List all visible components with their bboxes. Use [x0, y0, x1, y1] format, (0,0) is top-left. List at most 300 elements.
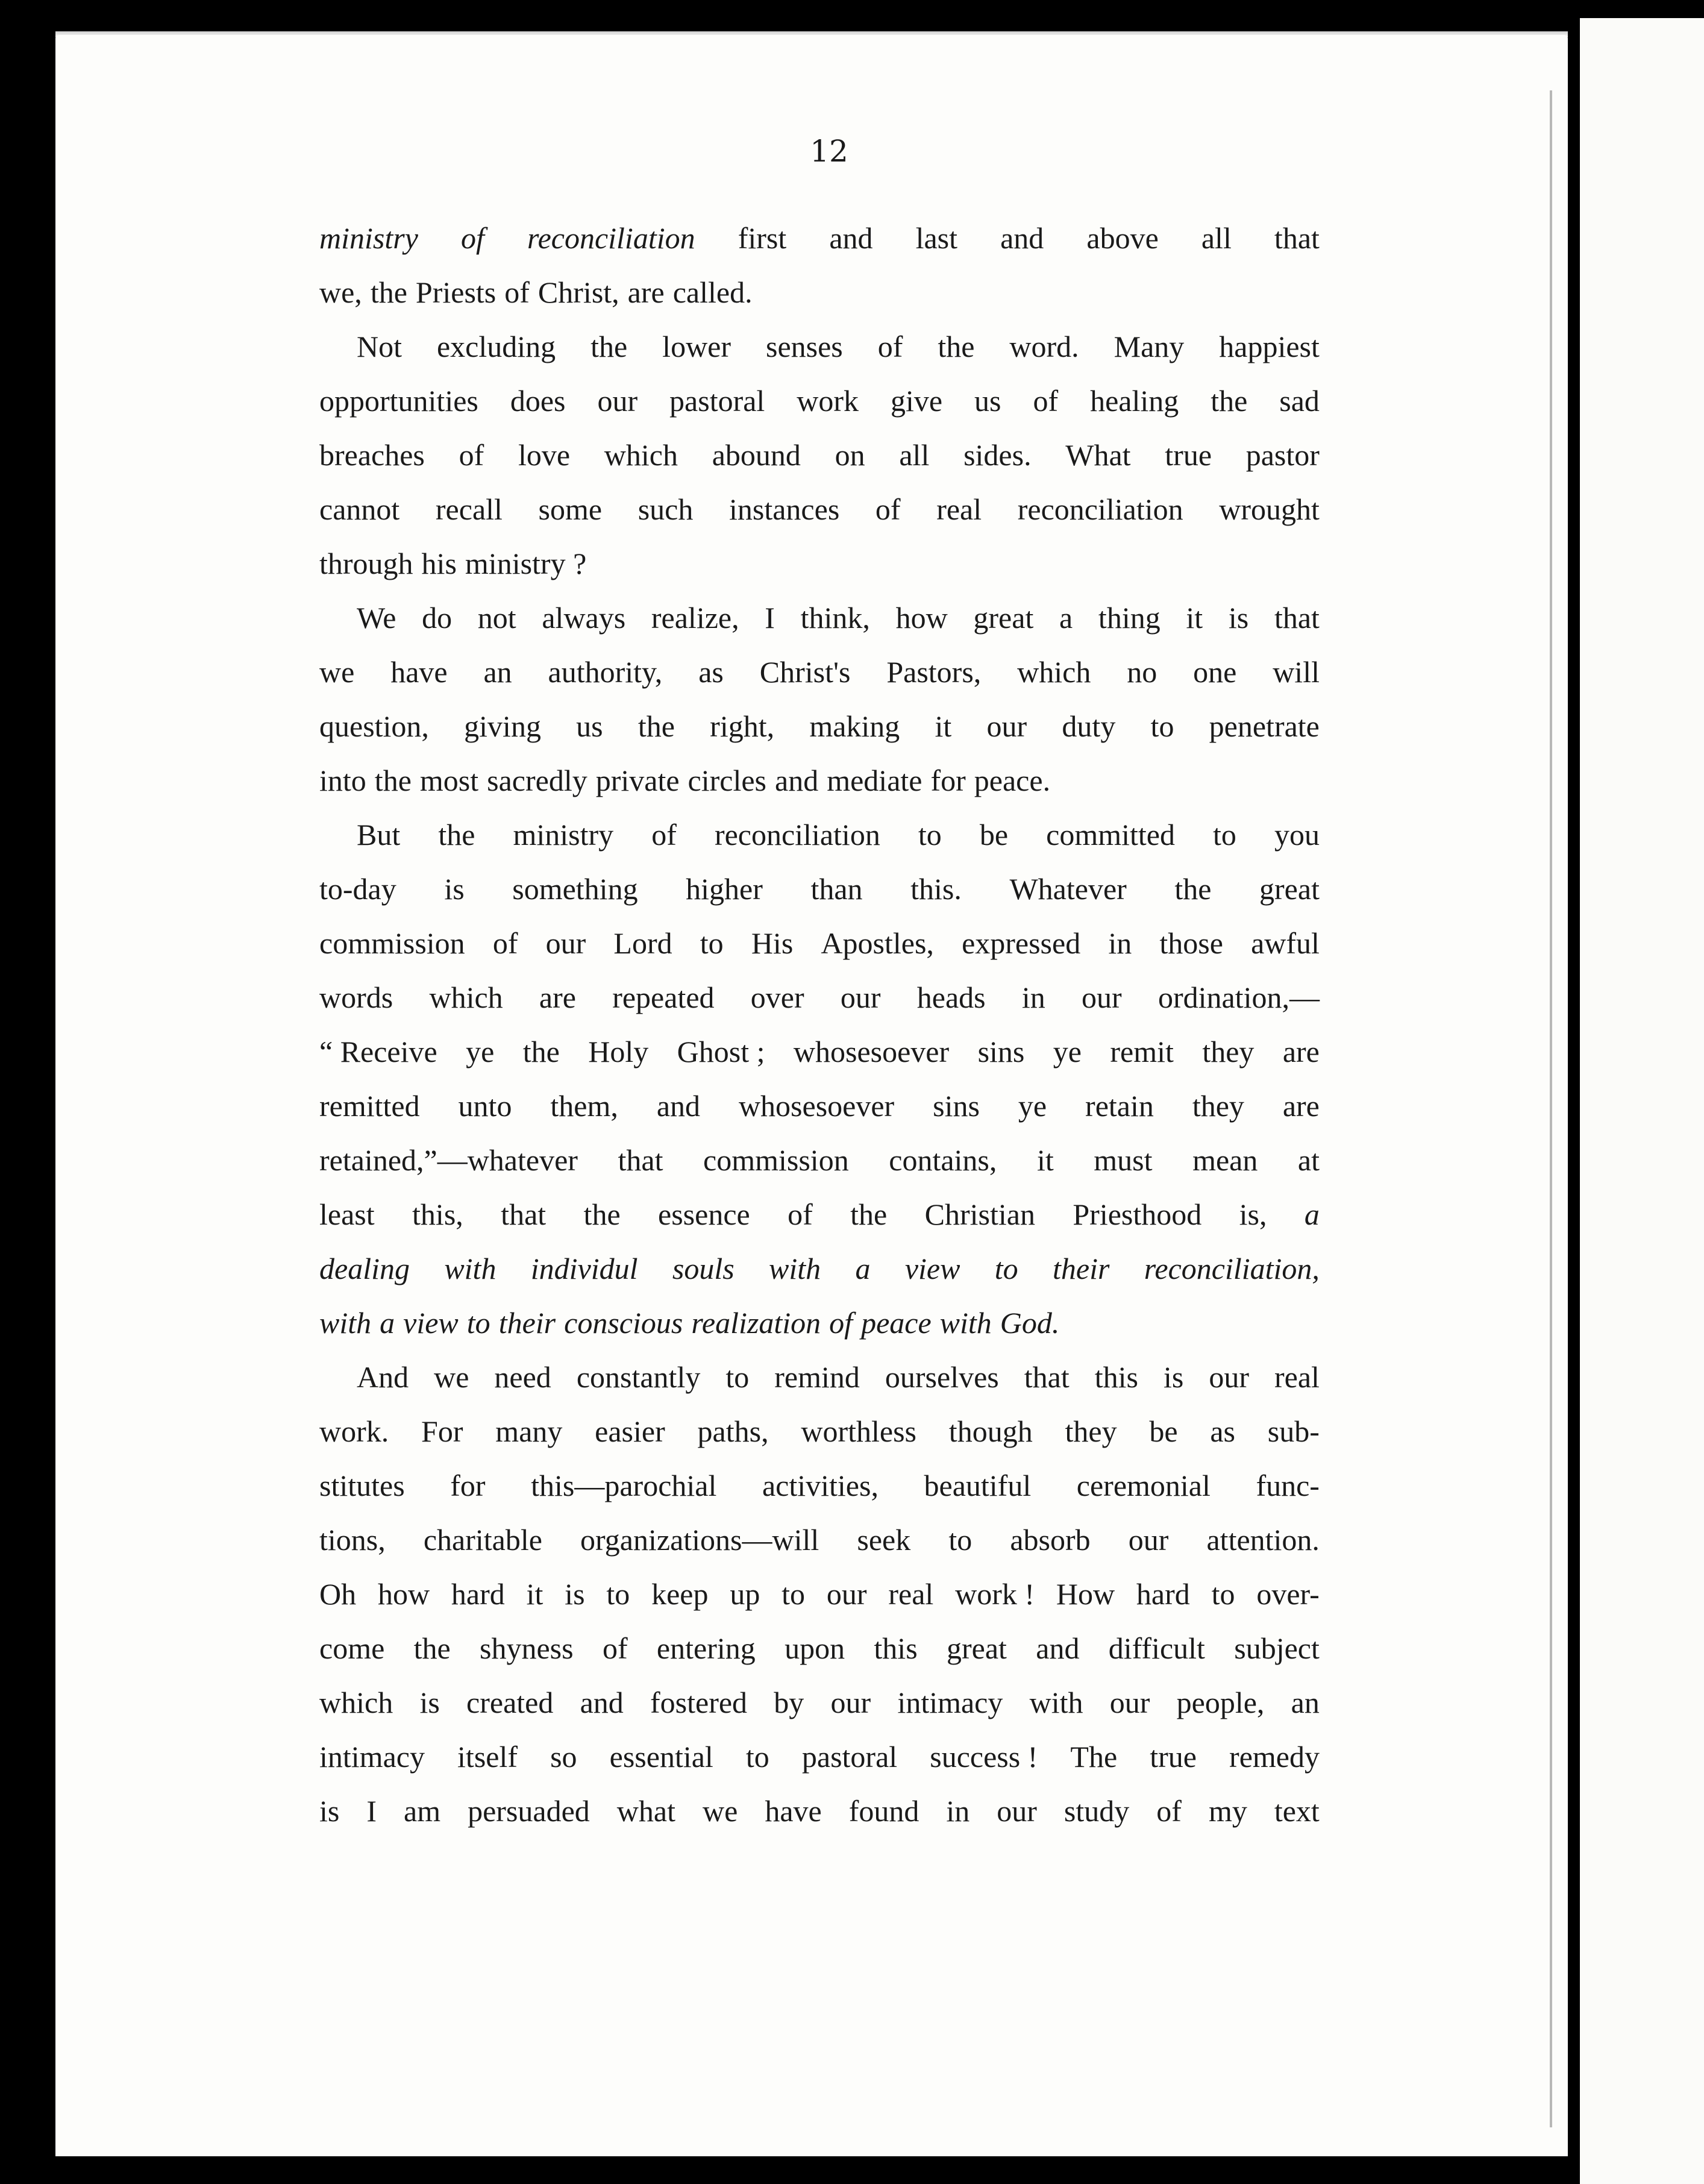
- word: a: [380, 1306, 395, 1340]
- word: with: [444, 1252, 496, 1285]
- word: pastoral: [801, 1740, 898, 1774]
- word: does: [510, 384, 566, 418]
- text-line: [319, 1730, 1320, 1784]
- word: ye: [1053, 1035, 1082, 1068]
- word: of: [504, 275, 530, 309]
- word: the: [938, 330, 975, 363]
- word: essence: [658, 1197, 750, 1231]
- word: are: [1282, 1089, 1320, 1123]
- word: hard: [1136, 1577, 1190, 1611]
- word: Many: [1114, 330, 1185, 363]
- word: question,: [319, 709, 429, 743]
- word: on: [835, 438, 865, 472]
- word: that: [618, 1143, 663, 1177]
- word: above: [1086, 221, 1159, 255]
- text-line: [319, 1675, 1320, 1730]
- word: mediate: [827, 764, 922, 797]
- word: func-: [1256, 1469, 1320, 1502]
- word: intimacy: [897, 1686, 1003, 1719]
- word: true: [1150, 1740, 1197, 1774]
- word: most: [419, 764, 479, 797]
- word: which: [319, 1686, 393, 1719]
- word: come: [319, 1631, 385, 1665]
- word: their: [1053, 1252, 1110, 1285]
- word: reconciliation: [527, 221, 695, 255]
- word: the: [637, 709, 675, 743]
- word: remit: [1110, 1035, 1174, 1068]
- word: to: [1211, 1577, 1235, 1611]
- word: them,: [550, 1089, 618, 1123]
- word: always: [542, 601, 626, 635]
- word: charitable: [423, 1523, 542, 1557]
- word: and: [829, 221, 873, 255]
- word: is: [444, 872, 465, 906]
- word: through: [319, 547, 413, 580]
- word: peace.: [974, 764, 1051, 797]
- word: ye: [1018, 1089, 1047, 1123]
- word: the: [590, 330, 628, 363]
- word: the: [1211, 384, 1248, 418]
- word: be: [979, 818, 1009, 852]
- word: of: [651, 818, 677, 852]
- text-line: [319, 645, 1320, 699]
- word: work.: [319, 1414, 389, 1448]
- word: persuaded: [468, 1794, 590, 1828]
- word: stitutes: [319, 1469, 405, 1502]
- word: authority,: [548, 655, 663, 689]
- word: fostered: [650, 1686, 748, 1719]
- word: circles: [688, 764, 767, 797]
- word: though: [948, 1414, 1033, 1448]
- word: awful: [1251, 926, 1320, 960]
- word: our: [1128, 1523, 1169, 1557]
- word: many: [495, 1414, 563, 1448]
- word: for: [450, 1469, 486, 1502]
- word: constantly: [576, 1360, 701, 1394]
- word: God.: [1000, 1306, 1060, 1340]
- word: retained,”—whatever: [319, 1143, 578, 1177]
- word: last: [915, 221, 958, 255]
- word: of: [875, 492, 901, 526]
- text-line: [319, 482, 1320, 536]
- word: of: [829, 1306, 853, 1340]
- word: work !: [955, 1577, 1035, 1611]
- word: to: [994, 1252, 1018, 1285]
- word: over-: [1256, 1577, 1320, 1611]
- word: created: [466, 1686, 554, 1719]
- word: real: [888, 1577, 934, 1611]
- word: ministry: [513, 818, 614, 852]
- word: to: [1213, 818, 1236, 852]
- word: they: [1065, 1414, 1117, 1448]
- word: paths,: [697, 1414, 769, 1448]
- word: whosesoever: [793, 1035, 950, 1068]
- word: great: [1259, 872, 1320, 906]
- text-line: [319, 970, 1320, 1025]
- word: shyness: [480, 1631, 574, 1665]
- word: our: [826, 1577, 867, 1611]
- word: think,: [800, 601, 870, 635]
- word: worthless: [801, 1414, 917, 1448]
- word: is: [565, 1577, 585, 1611]
- text-line: [319, 808, 1320, 862]
- text-line: [319, 753, 1320, 808]
- word: retain: [1085, 1089, 1154, 1123]
- word: we: [434, 1360, 469, 1394]
- word: am: [404, 1794, 441, 1828]
- word: have: [390, 655, 448, 689]
- word: itself: [457, 1740, 518, 1774]
- word: souls: [672, 1252, 735, 1285]
- word: which: [1017, 655, 1091, 689]
- word: to: [606, 1577, 630, 1611]
- word: do: [422, 601, 453, 635]
- word: sins: [933, 1089, 980, 1123]
- word: it: [526, 1577, 543, 1611]
- word: ceremonial: [1076, 1469, 1211, 1502]
- word: What: [1065, 438, 1131, 472]
- word: I: [765, 601, 775, 635]
- word: called.: [672, 275, 753, 309]
- word: dealing: [319, 1252, 410, 1285]
- word: found: [848, 1794, 919, 1828]
- word: a: [855, 1252, 871, 1285]
- word: is: [419, 1686, 440, 1719]
- word: with: [1029, 1686, 1083, 1719]
- word: to: [745, 1740, 769, 1774]
- text-line: [319, 1187, 1320, 1241]
- word: committed: [1046, 818, 1175, 852]
- word: our: [840, 981, 881, 1014]
- word: opportunities: [319, 384, 478, 418]
- word: of: [460, 221, 484, 255]
- word: study: [1063, 1794, 1130, 1828]
- word: and: [656, 1089, 701, 1123]
- word: upon: [785, 1631, 845, 1665]
- word: But: [357, 818, 401, 852]
- word: real: [1274, 1360, 1320, 1394]
- word: entering: [656, 1631, 756, 1665]
- word: first: [738, 221, 787, 255]
- word: senses: [765, 330, 843, 363]
- word: intimacy: [319, 1740, 425, 1774]
- word: it: [935, 709, 952, 743]
- word: are: [627, 275, 665, 309]
- word: expressed: [962, 926, 1081, 960]
- text-line: [319, 1404, 1320, 1458]
- word: no: [1127, 655, 1157, 689]
- word: lower: [662, 330, 731, 363]
- word: to: [466, 1306, 490, 1340]
- adjacent-page-edge: [1580, 18, 1704, 2184]
- word: love: [518, 438, 571, 472]
- text-line: [319, 862, 1320, 916]
- word: sub-: [1267, 1414, 1320, 1448]
- word: wrought: [1219, 492, 1320, 526]
- word: in: [1021, 981, 1045, 1014]
- word: view: [904, 1252, 960, 1285]
- word: by: [774, 1686, 804, 1719]
- text-line: [319, 1025, 1320, 1079]
- word: pastoral: [669, 384, 765, 418]
- word: have: [765, 1794, 822, 1828]
- text-line: [319, 699, 1320, 753]
- word: real: [936, 492, 982, 526]
- word: of: [602, 1631, 628, 1665]
- word: I: [366, 1794, 377, 1828]
- word: us: [974, 384, 1001, 418]
- word: Christian: [924, 1197, 1035, 1231]
- text-line: [319, 428, 1320, 482]
- text-line: [319, 1296, 1320, 1350]
- word: work: [797, 384, 859, 418]
- word: we: [703, 1794, 738, 1828]
- word: peace: [861, 1306, 932, 1340]
- body-text: [319, 211, 1320, 1838]
- word: something: [512, 872, 638, 906]
- word: to-day: [319, 872, 396, 906]
- word: is: [1163, 1360, 1184, 1394]
- text-line: [319, 1241, 1320, 1296]
- text-line: [319, 211, 1320, 265]
- word: How: [1056, 1577, 1115, 1611]
- word: seek: [857, 1523, 911, 1557]
- word: our: [1082, 981, 1122, 1014]
- word: and: [1036, 1631, 1080, 1665]
- word: a: [1059, 601, 1073, 635]
- word: essential: [609, 1740, 713, 1774]
- word: our: [1109, 1686, 1150, 1719]
- word: organizations—will: [580, 1523, 819, 1557]
- word: over: [750, 981, 804, 1014]
- word: they: [1192, 1089, 1244, 1123]
- word: conscious: [564, 1306, 683, 1340]
- word: penetrate: [1209, 709, 1320, 743]
- text-line: [319, 374, 1320, 428]
- word: the: [522, 1035, 560, 1068]
- word: remedy: [1229, 1740, 1320, 1774]
- word: not: [477, 601, 516, 635]
- word: of: [1156, 1794, 1182, 1828]
- word: heads: [916, 981, 986, 1014]
- word: sins: [977, 1035, 1025, 1068]
- word: with: [939, 1306, 992, 1340]
- word: private: [595, 764, 680, 797]
- word: sides.: [963, 438, 1032, 472]
- word: than: [810, 872, 863, 906]
- word: must: [1094, 1143, 1153, 1177]
- word: how: [377, 1577, 430, 1611]
- text-line: [319, 1079, 1320, 1133]
- word: is: [319, 1794, 340, 1828]
- word: at: [1297, 1143, 1320, 1177]
- word: we,: [319, 275, 362, 309]
- word: sad: [1279, 384, 1320, 418]
- word: and: [580, 1686, 624, 1719]
- word: we: [319, 655, 355, 689]
- word: is: [1228, 601, 1249, 635]
- word: activities,: [762, 1469, 879, 1502]
- word: ourselves: [885, 1360, 999, 1394]
- word: tions,: [319, 1523, 386, 1557]
- text-line: [319, 265, 1320, 319]
- word: hard: [451, 1577, 505, 1611]
- word: keep: [651, 1577, 709, 1611]
- word: to: [782, 1577, 806, 1611]
- word: thing: [1098, 601, 1161, 635]
- word: people,: [1176, 1686, 1265, 1719]
- word: cannot: [319, 492, 400, 526]
- word: And: [357, 1360, 409, 1394]
- word: reconciliation: [714, 818, 880, 852]
- text-line: [319, 1784, 1320, 1838]
- word: this: [874, 1631, 918, 1665]
- word: remitted: [319, 1089, 420, 1123]
- word: view: [403, 1306, 459, 1340]
- word: and: [1000, 221, 1044, 255]
- word: you: [1274, 818, 1320, 852]
- word: one: [1193, 655, 1237, 689]
- word: unto: [458, 1089, 512, 1123]
- word: and: [775, 764, 819, 797]
- word: it: [1036, 1143, 1054, 1177]
- text-line: [319, 1567, 1320, 1621]
- word: of: [492, 926, 518, 960]
- word: all: [1201, 221, 1232, 255]
- word: that: [1274, 221, 1320, 255]
- word: commission: [703, 1143, 849, 1177]
- word: reconciliation,: [1144, 1252, 1320, 1285]
- text-line: [319, 319, 1320, 374]
- word: Lord: [613, 926, 672, 960]
- word: reconciliation: [1017, 492, 1183, 526]
- word: success !: [930, 1740, 1038, 1774]
- word: happiest: [1219, 330, 1320, 363]
- text-line: [319, 1621, 1320, 1675]
- word: whosesoever: [738, 1089, 895, 1123]
- text-line: [319, 1350, 1320, 1404]
- word: to: [948, 1523, 973, 1557]
- word: beautiful: [924, 1469, 1032, 1502]
- word: Not: [357, 330, 402, 363]
- word: easier: [595, 1414, 665, 1448]
- word: us: [576, 709, 603, 743]
- word: Priests: [415, 275, 496, 309]
- word: which: [604, 438, 678, 472]
- word: that: [1274, 601, 1320, 635]
- word: be: [1149, 1414, 1178, 1448]
- word: true: [1165, 438, 1212, 472]
- word: realization: [691, 1306, 821, 1340]
- text-line: [319, 536, 1320, 591]
- word: a: [1304, 1197, 1320, 1231]
- word: as: [698, 655, 724, 689]
- word: contains,: [889, 1143, 997, 1177]
- word: attention.: [1206, 1523, 1320, 1557]
- word: this—parochial: [531, 1469, 717, 1502]
- word: realize,: [651, 601, 739, 635]
- word: with: [319, 1306, 372, 1340]
- word: making: [809, 709, 900, 743]
- word: duty: [1062, 709, 1116, 743]
- word: an: [1291, 1686, 1320, 1719]
- word: individul: [530, 1252, 638, 1285]
- word: subject: [1234, 1631, 1320, 1665]
- word: they: [1202, 1035, 1255, 1068]
- word: an: [483, 655, 512, 689]
- word: give: [891, 384, 943, 418]
- word: Ghost ;: [677, 1035, 765, 1068]
- word: great: [973, 601, 1034, 635]
- word: the: [370, 275, 407, 309]
- word: repeated: [612, 981, 715, 1014]
- word: ministry: [319, 221, 418, 255]
- word: least: [319, 1197, 375, 1231]
- text-line: [319, 591, 1320, 645]
- word: into: [319, 764, 366, 797]
- word: for: [930, 764, 966, 797]
- word: difficult: [1108, 1631, 1205, 1665]
- word: We: [357, 601, 396, 635]
- word: to: [725, 1360, 750, 1394]
- word: this.: [910, 872, 962, 906]
- word: “ Receive: [319, 1035, 437, 1068]
- word: instances: [729, 492, 840, 526]
- word: of: [788, 1197, 813, 1231]
- word: our: [597, 384, 638, 418]
- word: ministry ?: [465, 547, 587, 580]
- word: Pastors,: [886, 655, 982, 689]
- word: the: [1174, 872, 1212, 906]
- word: sacredly: [487, 764, 587, 797]
- word: in: [946, 1794, 970, 1828]
- word: which: [429, 981, 503, 1014]
- word: our: [986, 709, 1027, 743]
- word: word.: [1009, 330, 1079, 363]
- word: will: [1273, 655, 1320, 689]
- word: such: [637, 492, 694, 526]
- word: need: [494, 1360, 551, 1394]
- word: text: [1274, 1794, 1320, 1828]
- word: recall: [435, 492, 503, 526]
- word: ye: [466, 1035, 495, 1068]
- text-line: [319, 1133, 1320, 1187]
- word: this: [1094, 1360, 1138, 1394]
- word: up: [730, 1577, 760, 1611]
- page-gutter-line: [1550, 90, 1552, 2127]
- word: with: [769, 1252, 821, 1285]
- word: The: [1070, 1740, 1118, 1774]
- word: their: [498, 1306, 556, 1340]
- word: words: [319, 981, 393, 1014]
- word: the: [583, 1197, 621, 1231]
- word: remind: [774, 1360, 860, 1394]
- word: that: [501, 1197, 547, 1231]
- word: Oh: [319, 1577, 357, 1611]
- word: higher: [686, 872, 763, 906]
- word: our: [545, 926, 586, 960]
- word: great: [946, 1631, 1007, 1665]
- word: as: [1210, 1414, 1235, 1448]
- word: mean: [1192, 1143, 1258, 1177]
- word: our: [830, 1686, 871, 1719]
- page-number: 12: [810, 134, 848, 169]
- word: excluding: [436, 330, 556, 363]
- word: abound: [712, 438, 801, 472]
- word: so: [550, 1740, 577, 1774]
- word: in: [1108, 926, 1132, 960]
- word: right,: [710, 709, 775, 743]
